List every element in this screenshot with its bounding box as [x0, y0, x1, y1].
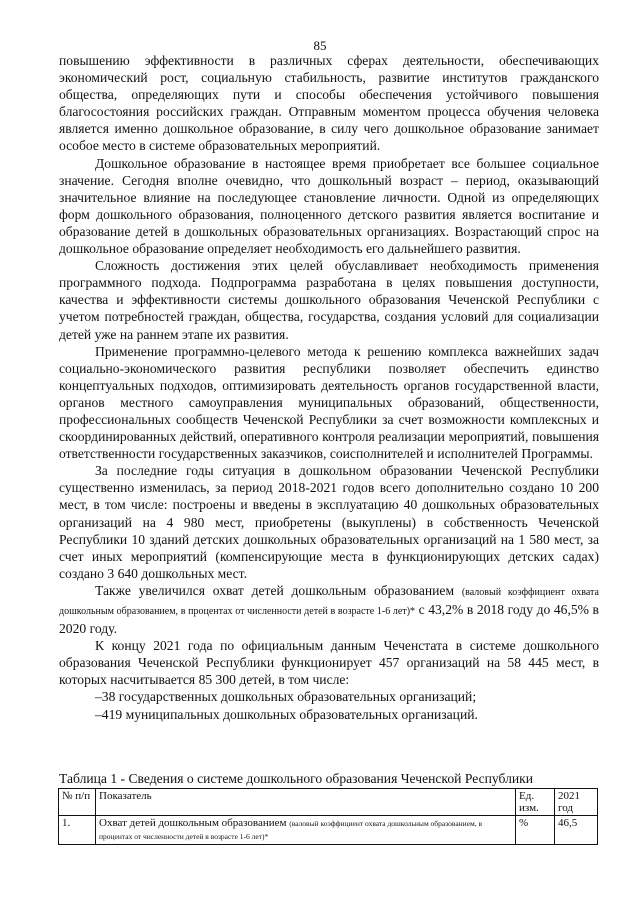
indicator-note: (валовый коэффициент охвата дошкольным образованием, в процентах от численности детей в возрасте 1-6 лет)* [99, 819, 483, 841]
list-item: –419 муниципальных дошкольных образовательных организаций. [95, 706, 478, 722]
table-header-row [59, 789, 598, 816]
page-number: 85 [313, 38, 327, 53]
paragraph: За последние годы ситуация в дошкольном образовании Чеченской Республики существенно изменилась, за период 2018-2021 годов всего дополнительно создано 10 200 мест, в том числе: построены и введены в эксплуатацию 40 дошкольных образовательных организаций на 4 980 мест, приобретены (выкуплены) в собственность Чеченской Республики 10 зданий детских дошкольных образовательных организаций на 1 580 мест, за счет иных мероприятий (компенсирующие места в функционирующих детских садах) создано 3 640 дошкольных мест. [59, 463, 599, 581]
cell-indicator [96, 816, 516, 845]
paragraph: Дошкольное образование в настоящее время приобретает все большее социальное значение. Сегодня вполне очевидно, что дошкольный возраст – период, оказывающий значительное влияние на последующее становление личности. Одной из определяющих форм дошкольного образования, полноценного детского развития является воспитание и образование детей в дошкольных образовательных организациях. Возрастающий спрос на дошкольное образование определяет необходимость его дальнейшего развития. [59, 155, 599, 257]
coverage-text-end: с 43,2% в 2018 году до 46,5% в 2020 году. [59, 602, 599, 637]
paragraph: К концу 2021 года по официальным данным Чеченстата в системе дошкольного образования Чеченской Республики функционирует 457 организаций на 58 445 мест, в которых насчитывается 85 300 детей, в том числе: [59, 638, 599, 688]
paragraph: Применение программно-целевого метода к решению комплекса важнейших задач социально-экономического развития республики позволяет обеспечить единство концептуальных подходов, оптимизировать деятельность органов государственной власти, органов местного самоуправления муниципальных образований, общественности, профессиональных сообществ Чеченской Республики за счет возможности комплексных и скоординированных действий, оперативного контроля реализации мероприятий, повышения ответственности государственных заказчиков, соисполнителей и исполнителей Программы. [59, 343, 599, 462]
header-year: 2021 год [555, 789, 598, 816]
header-num: № п/п [59, 789, 96, 816]
paragraph: Сложность достижения этих целей обуславливает необходимость применения программного подхода. Подпрограмма разработана в целях повышения доступности, качества и эффективности системы дошкольного образования Чеченской Республики с учетом потребностей граждан, общества, государства, создания условий для социализации детей уже на раннем этапе их развития. [59, 258, 599, 342]
cell-value: 46,5 [555, 816, 598, 845]
paragraph-coverage [59, 582, 599, 637]
table-caption: Таблица 1 - Сведения о системе дошкольного образования Чеченской Республики [59, 771, 534, 786]
header-unit: Ед. изм. [516, 789, 555, 816]
header-indicator: Показатель [96, 789, 516, 816]
table-row [59, 816, 598, 845]
list-item: –38 государственных дошкольных образовательных организаций; [95, 689, 477, 705]
indicator-title: Охват детей дошкольным образованием [99, 817, 287, 829]
cell-num: 1. [59, 816, 96, 845]
data-table [58, 788, 598, 845]
coverage-footnote: (валовый коэффициент охвата дошкольным образованием, в процентах от численности детей в возрасте 1-6 лет)* [59, 586, 599, 617]
paragraph: повышению эффективности в различных сферах деятельности, обеспечивающих экономический рост, социальную стабильность, развитие институтов гражданского общества, определяющих пути и способы обеспечения устойчивого повышения благосостояния российских граждан. Отправным моментом процесса обучения человека является именно дошкольное образование, в силу чего дошкольное образование занимает особое место в системе образовательных мероприятий. [59, 53, 599, 154]
cell-unit: % [516, 816, 555, 845]
document-body [59, 52, 599, 723]
coverage-text: Также увеличился охват детей дошкольным образованием [95, 582, 455, 598]
